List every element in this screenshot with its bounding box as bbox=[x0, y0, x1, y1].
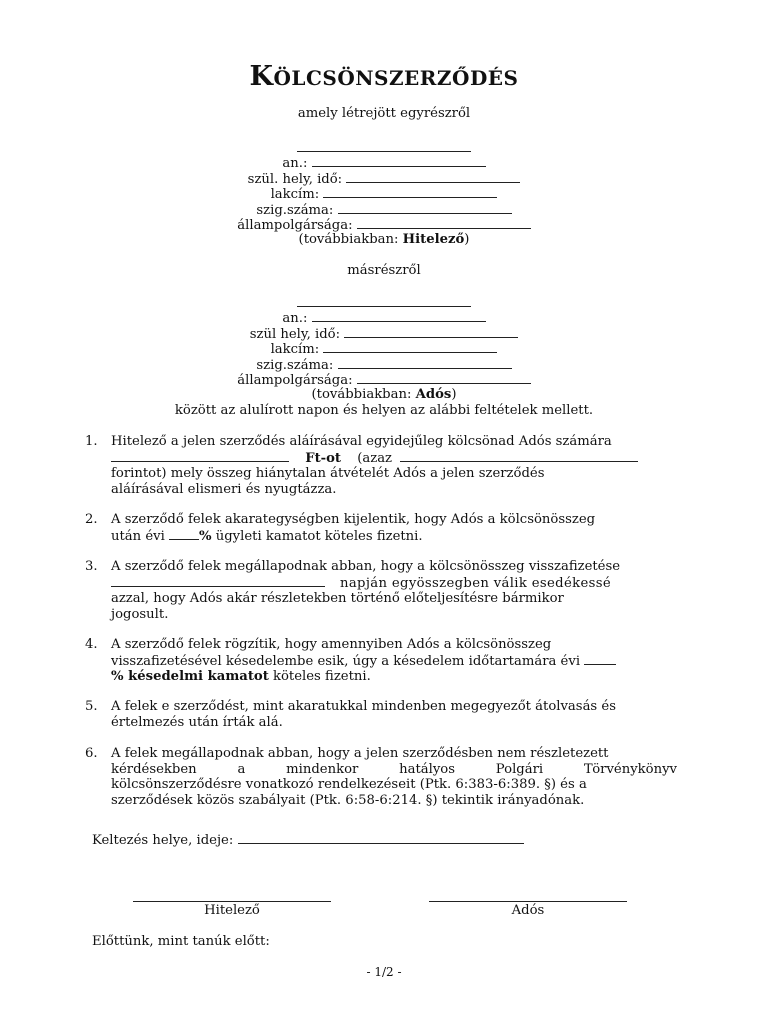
clause-number: 4. bbox=[85, 637, 98, 652]
clause-text: aláírásával elismeri és nyugtázza. bbox=[111, 481, 337, 497]
clause-1 bbox=[85, 434, 677, 497]
clause-number: 5. bbox=[85, 699, 98, 714]
clause-text: visszafizetésével késedelembe esik, úgy a késedelem időtartamára évi bbox=[111, 653, 677, 670]
clause-text: A szerződő felek akarategységben kijelentik, hogy Adós a kölcsönösszeg bbox=[111, 512, 596, 527]
clause-4 bbox=[85, 637, 677, 685]
intro-text: amely létrejött egyrészről bbox=[297, 106, 471, 121]
witnesses-text: Előttünk, mint tanúk előtt: bbox=[92, 934, 270, 949]
lender-mother-name: an.: bbox=[0, 155, 768, 172]
borrower-signature-line bbox=[429, 901, 627, 902]
between-text: között az alulírott napon és helyen az alábbi feltételek mellett. bbox=[174, 403, 594, 418]
borrower-mother-name: an.: bbox=[0, 310, 768, 327]
clause-text: napján egyösszegben válik esedékessé bbox=[111, 575, 677, 592]
clause-number: 6. bbox=[85, 746, 98, 761]
clause-text: Ft-ot (azaz bbox=[111, 450, 677, 467]
clause-text: szerződések közös szabályait (Ptk. 6:58-6:214. §) tekintik irányadónak. bbox=[111, 792, 585, 808]
clause-text: A felek e szerződést, mint akaratukkal mindenben megegyezőt átolvasás és bbox=[111, 699, 616, 714]
lender-role: (továbbiakban: Hitelező) bbox=[298, 232, 470, 247]
page-number: - 1/2 - bbox=[366, 965, 402, 979]
lender-address: lakcím: bbox=[0, 186, 768, 203]
lender-signature-line bbox=[133, 901, 331, 902]
lender-signature-label: Hitelező bbox=[204, 903, 260, 918]
clause-number: 1. bbox=[85, 434, 98, 449]
borrower-signature-label: Adós bbox=[511, 903, 545, 918]
document-title: KÖLCSÖNSZERZŐDÉS bbox=[249, 61, 519, 92]
place-date-line: Keltezés helye, ideje: bbox=[92, 832, 524, 849]
lender-citizenship: állampolgársága: bbox=[0, 217, 768, 234]
clause-number: 3. bbox=[85, 559, 98, 574]
borrower-id-number: szig.száma: bbox=[0, 357, 768, 374]
other-side-text: másrészről bbox=[347, 263, 421, 278]
clause-6 bbox=[85, 746, 677, 808]
clause-text: A szerződő felek rögzítik, hogy amennyiben Adós a kölcsönösszeg bbox=[111, 637, 552, 652]
clause-2 bbox=[85, 512, 677, 544]
clause-text: % késedelmi kamatot köteles fizetni. bbox=[111, 669, 371, 685]
clause-text: értelmezés után írták alá. bbox=[111, 714, 283, 730]
clause-3 bbox=[85, 559, 677, 622]
lender-birth: szül. hely, idő: bbox=[0, 171, 768, 188]
clause-text: azzal, hogy Adós akár részletekben történő előteljesítésre bármikor bbox=[111, 591, 564, 607]
clause-number: 2. bbox=[85, 512, 98, 527]
clause-text: forintot) mely összeg hiánytalan átvételét Adós a jelen szerződés bbox=[111, 466, 545, 482]
clause-text: jogosult. bbox=[111, 606, 169, 622]
borrower-birth: szül hely, idő: bbox=[0, 326, 768, 343]
lender-id-number: szig.száma: bbox=[0, 202, 768, 219]
clause-text: kölcsönszerződésre vonatkozó rendelkezéseit (Ptk. 6:383-6:389. §) és a bbox=[111, 777, 587, 793]
clause-text: kérdésekben a mindenkor hatályos Polgári Törvénykönyv bbox=[111, 761, 677, 777]
clause-text: Hitelező a jelen szerződés aláírásával egyidejűleg kölcsönad Adós számára bbox=[111, 434, 612, 449]
clause-text: A szerződő felek megállapodnak abban, hogy a kölcsönösszeg visszafizetése bbox=[111, 559, 621, 574]
clause-text: után évi % ügyleti kamatot köteles fizetni. bbox=[111, 528, 423, 544]
borrower-role: (továbbiakban: Adós) bbox=[311, 387, 457, 402]
clause-5 bbox=[85, 699, 677, 730]
clause-text: A felek megállapodnak abban, hogy a jelen szerződésben nem részletezett bbox=[111, 746, 609, 761]
borrower-address: lakcím: bbox=[0, 341, 768, 358]
borrower-citizenship: állampolgársága: bbox=[0, 372, 768, 389]
